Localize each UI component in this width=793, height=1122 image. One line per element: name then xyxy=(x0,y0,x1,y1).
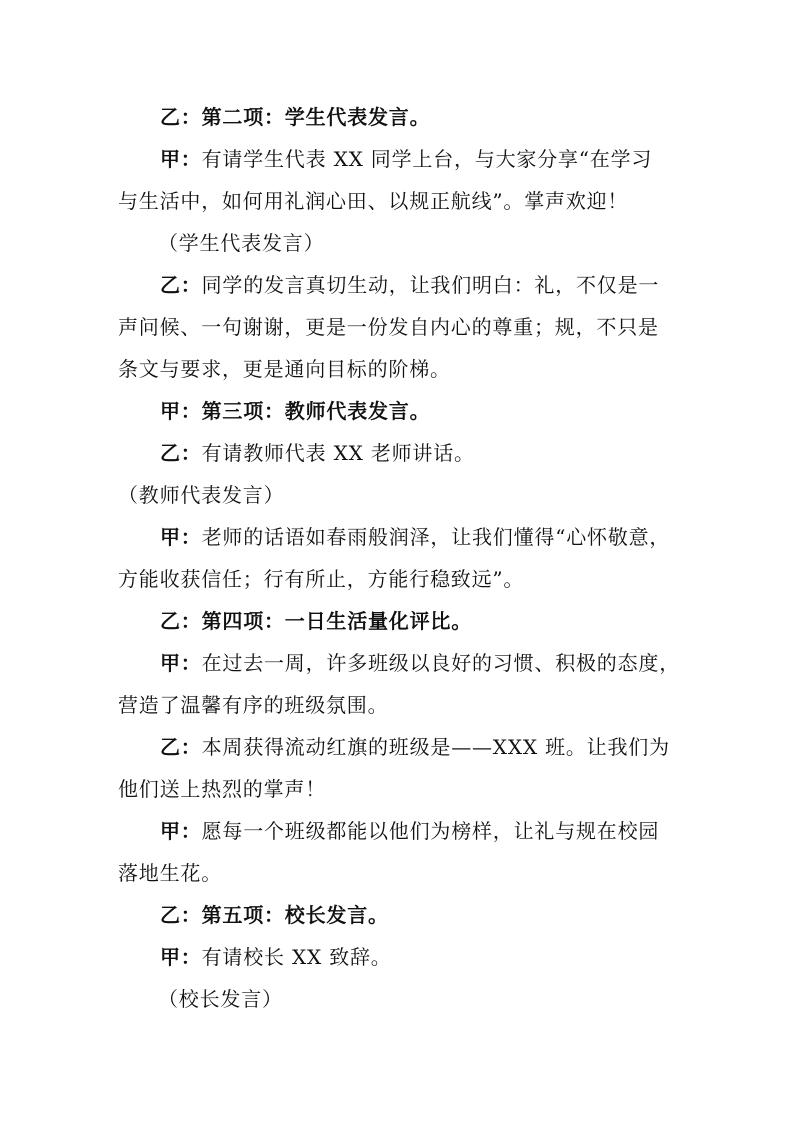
speaker-label: 乙： xyxy=(160,609,202,633)
line-text: （校长发言） xyxy=(158,987,283,1011)
line-text: 第三项：教师代表发言。 xyxy=(201,399,431,423)
line-text: （学生代表发言） xyxy=(158,231,325,255)
speaker-label: 乙： xyxy=(160,441,202,465)
line-22 xyxy=(158,986,718,1012)
line-text: 他们送上热烈的掌声！ xyxy=(118,777,326,801)
speaker-label: 乙： xyxy=(160,105,202,129)
speaker-label: 甲： xyxy=(160,819,202,843)
line-text: 营造了温馨有序的班级氛围。 xyxy=(118,693,389,717)
line-text: 愿每一个班级都能以他们为榜样，让礼与规在校园 xyxy=(201,819,660,843)
speaker-label: 甲： xyxy=(160,525,202,549)
line-8 xyxy=(160,398,720,424)
line-text: 第四项：一日生活量化评比。 xyxy=(201,609,473,633)
line-text: 有请教师代表 XX 老师讲话。 xyxy=(201,441,475,465)
line-11 xyxy=(160,524,720,550)
line-text: 老师的话语如春雨般润泽，让我们懂得“心怀敬意， xyxy=(201,525,671,549)
line-text: 方能收获信任；行有所止，方能行稳致远”。 xyxy=(118,567,525,591)
line-6 xyxy=(118,314,678,340)
line-12 xyxy=(118,566,678,592)
line-14 xyxy=(160,650,720,676)
line-4 xyxy=(158,230,718,256)
line-text: 本周获得流动红旗的班级是——XXX 班。让我们为 xyxy=(201,735,670,759)
line-text: 与生活中，如何用礼润心田、以规正航线”。掌声欢迎！ xyxy=(118,189,629,213)
line-16 xyxy=(160,734,720,760)
line-5 xyxy=(160,272,720,298)
line-text: （教师代表发言） xyxy=(118,483,285,507)
line-7 xyxy=(118,356,678,382)
line-18 xyxy=(160,818,720,844)
line-text: 声问候、一句谢谢，更是一份发自内心的尊重；规，不只是 xyxy=(118,315,659,339)
line-2 xyxy=(160,146,720,172)
line-text: 有请校长 XX 致辞。 xyxy=(201,945,392,969)
speaker-label: 甲： xyxy=(160,651,202,675)
line-text: 第五项：校长发言。 xyxy=(201,903,389,927)
speaker-label: 乙： xyxy=(160,273,202,297)
line-21 xyxy=(160,944,720,970)
line-10 xyxy=(118,482,678,508)
speaker-label: 甲： xyxy=(160,945,202,969)
line-9 xyxy=(160,440,720,466)
line-17 xyxy=(118,776,678,802)
speaker-label: 乙： xyxy=(160,903,202,927)
line-19 xyxy=(118,860,678,886)
line-text: 条文与要求，更是通向目标的阶梯。 xyxy=(118,357,451,381)
line-text: 有请学生代表 XX 同学上台，与大家分享“在学习 xyxy=(201,147,653,171)
line-text: 落地生花。 xyxy=(118,861,222,885)
line-text: 在过去一周，许多班级以良好的习惯、积极的态度， xyxy=(201,651,681,675)
line-13 xyxy=(160,608,720,634)
line-20 xyxy=(160,902,720,928)
line-3 xyxy=(118,188,678,214)
line-1 xyxy=(160,104,720,130)
speaker-label: 甲： xyxy=(160,399,202,423)
line-15 xyxy=(118,692,678,718)
speaker-label: 甲： xyxy=(160,147,202,171)
line-text: 同学的发言真切生动，让我们明白：礼，不仅是一 xyxy=(201,273,660,297)
line-text: 第二项：学生代表发言。 xyxy=(201,105,431,129)
speaker-label: 乙： xyxy=(160,735,202,759)
